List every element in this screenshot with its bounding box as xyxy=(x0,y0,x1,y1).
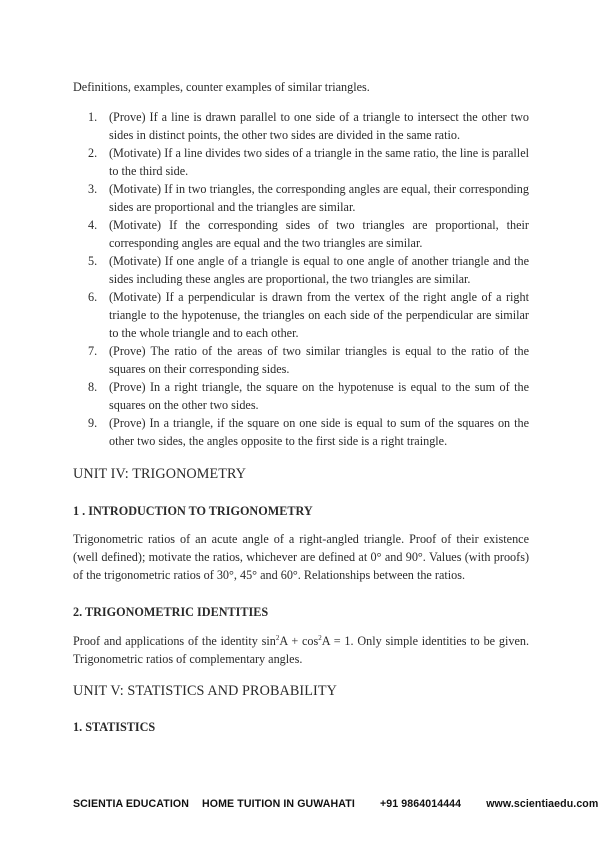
item-number: 4. xyxy=(88,218,98,232)
theorem-list xyxy=(73,108,529,450)
item-number: 3. xyxy=(88,182,98,196)
item-text: (Motivate) If one angle of a triangle is equal to one angle of another triangle and the sides including these angles are proportional, the two triangles are similar. xyxy=(109,254,529,286)
intro-text: Definitions, examples, counter examples of similar triangles. xyxy=(73,80,370,94)
item-number: 2. xyxy=(88,146,98,160)
item-text: (Motivate) If a line divides two sides of a triangle in the same ratio, the line is parallel to the third side. xyxy=(109,146,529,178)
list-item xyxy=(73,144,529,180)
unit-v-heading: UNIT V: STATISTICS AND PROBABILITY xyxy=(73,683,337,699)
section-text-identities: Proof and applications of the identity $\sin^2A + \cos^2A = 1$. Only simple identities to be given. Trigonometric ratios of complementary angles. xyxy=(73,633,529,666)
unit-iv-heading: UNIT IV: TRIGONOMETRY xyxy=(73,466,247,482)
section-heading-statistics: 1. STATISTICS xyxy=(73,720,156,734)
item-text: (Prove) In a right triangle, the square on the hypotenuse is equal to the sum of the squares on the other two sides. xyxy=(109,380,529,412)
page-footer xyxy=(73,795,599,813)
item-text: (Motivate) If a perpendicular is drawn from the vertex of the right angle of a right triangle to the hypotenuse, the triangles on each side of the perpendicular are similar to the whole triangle and to each other. xyxy=(109,290,529,340)
item-text: (Prove) The ratio of the areas of two similar triangles is equal to the ratio of the squares on their corresponding sides. xyxy=(109,344,529,376)
list-item xyxy=(73,288,529,342)
section-heading-introduction: 1 . INTRODUCTION TO TRIGONOMETRY xyxy=(73,504,313,518)
list-item xyxy=(73,252,529,288)
item-number: 1. xyxy=(88,110,98,124)
item-text: (Prove) In a triangle, if the square on one side is equal to sum of the squares on the other two sides, the angles opposite to the first side is a right traingle. xyxy=(109,416,529,448)
item-number: 5. xyxy=(88,254,98,268)
item-number: 9. xyxy=(88,416,98,430)
item-number: 8. xyxy=(88,380,98,394)
item-text: (Motivate) If in two triangles, the corresponding angles are equal, their corresponding sides are proportional and the triangles are similar. xyxy=(109,182,529,214)
footer-phone: +91 9864014444 xyxy=(379,798,462,810)
list-item xyxy=(73,216,529,252)
item-text: (Prove) If a line is drawn parallel to one side of a triangle to intersect the other two sides in distinct points, the other two sides are divided in the same ratio. xyxy=(109,110,529,142)
item-number: 7. xyxy=(88,344,98,358)
item-text: (Motivate) If the corresponding sides of two triangles are proportional, their corresponding angles are equal and the two triangles are similar. xyxy=(109,218,529,250)
list-item xyxy=(73,180,529,216)
list-item xyxy=(73,378,529,414)
list-item xyxy=(73,414,529,450)
section-heading-identities: 2. TRIGONOMETRIC IDENTITIES xyxy=(73,605,269,619)
list-item xyxy=(73,108,529,144)
footer-tagline: HOME TUITION IN GUWAHATI xyxy=(202,798,355,810)
list-item xyxy=(73,342,529,378)
item-number: 6. xyxy=(88,290,98,304)
footer-org: SCIENTIA EDUCATION xyxy=(73,798,189,810)
section-text-introduction: Trigonometric ratios of an acute angle of a right-angled triangle. Proof of their existence (well defined); motivate the ratios, whichever are defined at 0° and 90°. Values (with proofs) of the trigonometric ratios of 30°, 45° and 60°. Relationships between the ratios. xyxy=(73,532,529,582)
footer-website: www.scientiaedu.com xyxy=(486,798,599,810)
